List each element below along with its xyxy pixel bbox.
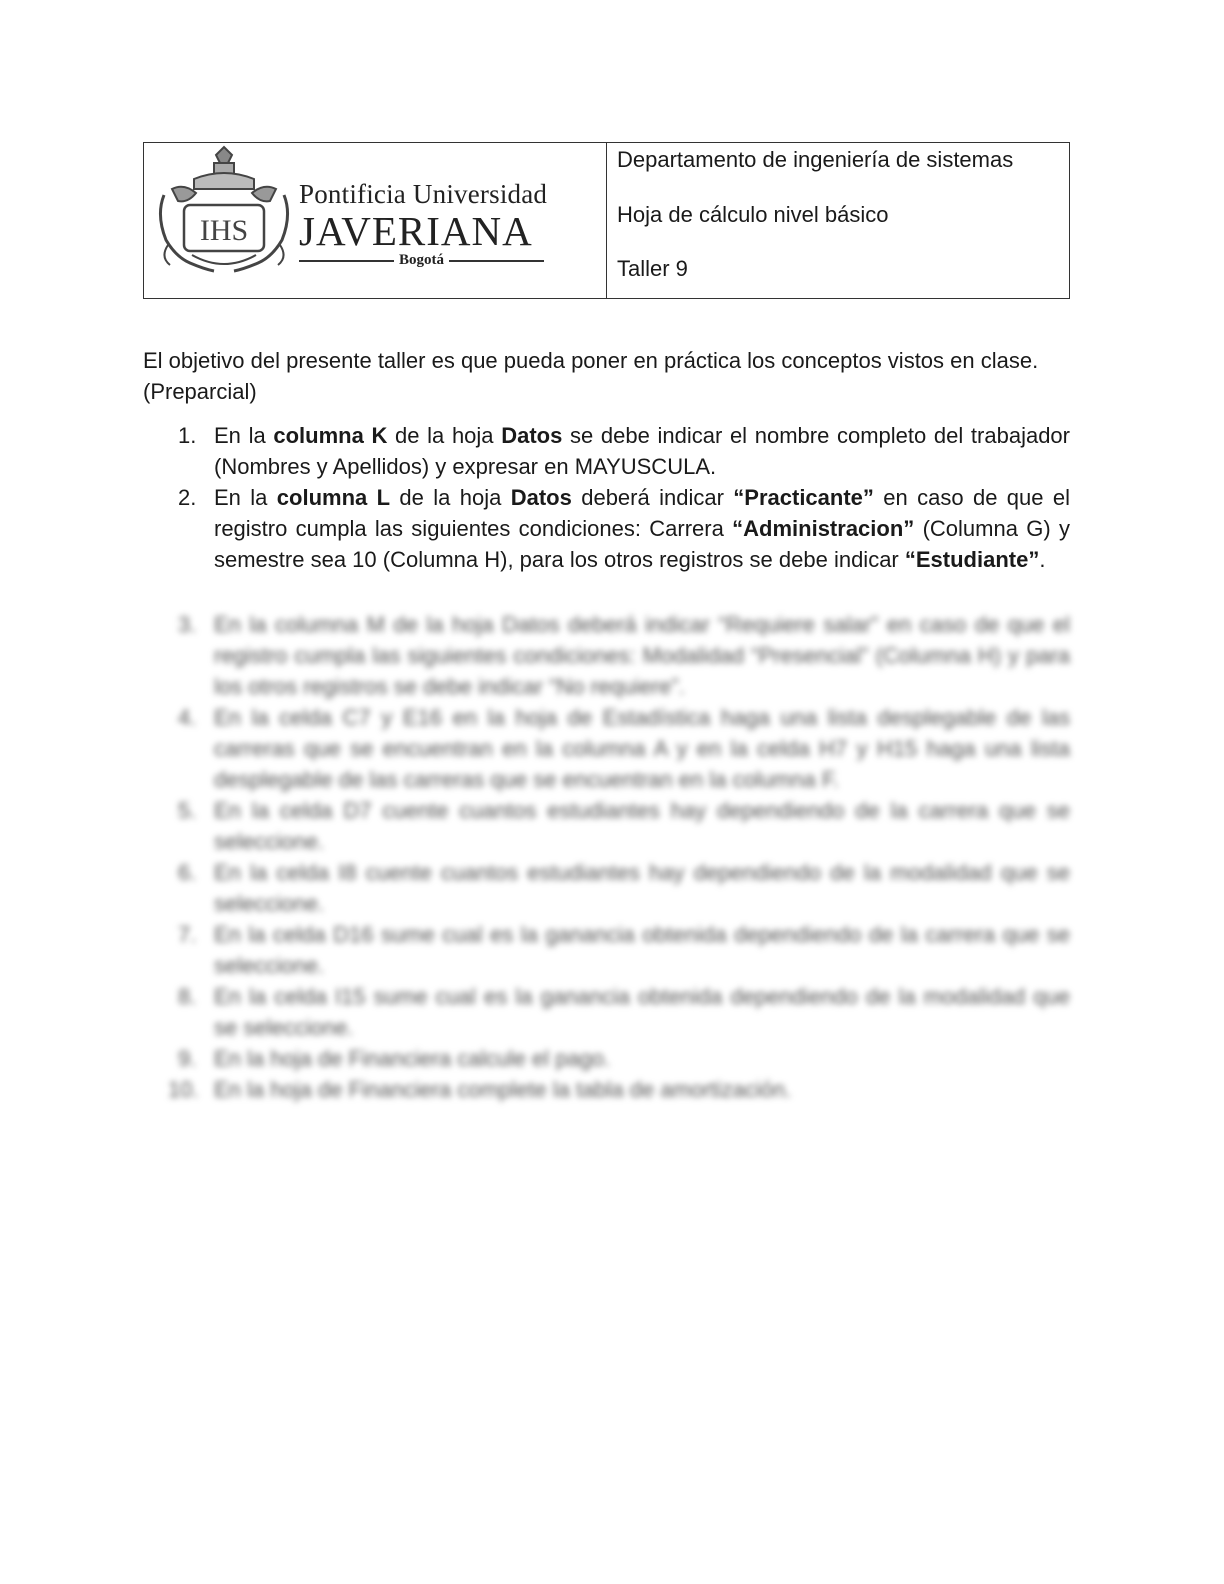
emphasis-text: columna K bbox=[273, 423, 388, 448]
logo-text bbox=[299, 179, 547, 269]
crest-icon bbox=[154, 145, 294, 277]
list-number: 3. bbox=[178, 612, 197, 637]
body-text: de la hoja bbox=[387, 423, 502, 448]
blurred-list-item bbox=[143, 702, 1070, 795]
university-logo bbox=[144, 143, 607, 298]
blurred-list-item bbox=[143, 981, 1070, 1043]
logo-rule-right bbox=[449, 260, 544, 262]
blurred-text: En la celda I8 cuente cuantos estudiantes hay dependiendo de la modalidad que se seleccione. bbox=[214, 860, 1070, 916]
blurred-text: En la columna M de la hoja Datos deberá indicar “Requiere salar” en caso de que el registro cumpla las siguientes condiciones: Modalidad “Presencial” (Columna H) y para los otros registros se debe indicar “No requiere”. bbox=[214, 612, 1070, 699]
logo-rule-left bbox=[299, 260, 394, 262]
body-text: de la hoja bbox=[390, 485, 511, 510]
body-text: deberá indicar bbox=[571, 485, 734, 510]
emphasis-text: Datos bbox=[510, 485, 572, 510]
department-name: Departamento de ingeniería de sistemas bbox=[617, 147, 1014, 172]
body-text: . bbox=[1039, 547, 1046, 572]
body-text: se debe indicar el nombre completo del trabajador (Nombres y Apellidos) y expresar en MAYUSCULA. bbox=[214, 423, 1070, 479]
emphasis-text: Datos bbox=[501, 423, 563, 448]
emphasis-text: columna L bbox=[276, 485, 391, 510]
body-text: (Columna G) y semestre sea 10 (Columna H), para los otros registros se debe indicar bbox=[214, 516, 1070, 572]
blurred-text: En la hoja de Financiera complete la tabla de amortización. bbox=[214, 1077, 792, 1102]
blurred-list-item bbox=[143, 919, 1070, 981]
list-number: 10. bbox=[168, 1077, 199, 1102]
body-text: En la bbox=[214, 485, 277, 510]
emphasis-text: “Administracion” bbox=[732, 516, 915, 541]
blurred-text: En la celda D16 sume cual es la ganancia obtenida dependiendo de la carrera que se seleccione. bbox=[214, 922, 1070, 978]
emphasis-text: “Estudiante” bbox=[904, 547, 1040, 572]
blurred-list-item bbox=[143, 1074, 1070, 1105]
blurred-text: En la celda C7 y E16 en la hoja de Estadística haga una lista desplegable de las carreras que se encuentran en la columna A y en la celda H7 y H15 haga una lista desplegable de las carreras que se encuentran en la columna F. bbox=[214, 705, 1070, 792]
logo-line-3: Bogotá bbox=[399, 252, 444, 268]
list-number: 6. bbox=[178, 860, 197, 885]
logo-line-1: Pontificia Universidad bbox=[299, 179, 548, 209]
header-info bbox=[607, 143, 1069, 298]
body-text: en caso de que el registro cumpla las siguientes condiciones: Carrera bbox=[214, 485, 1070, 541]
blurred-list-item bbox=[143, 609, 1070, 702]
instructions-list bbox=[143, 420, 1070, 575]
list-number: 1. bbox=[178, 423, 197, 448]
blurred-list-item bbox=[143, 857, 1070, 919]
blurred-instructions-list bbox=[143, 609, 1070, 1105]
blurred-text: En la hoja de Financiera calcule el pago. bbox=[214, 1046, 611, 1071]
list-number: 7. bbox=[178, 922, 197, 947]
list-number: 4. bbox=[178, 705, 197, 730]
blurred-text: En la celda D7 cuente cuantos estudiantes hay dependiendo de la carrera que se seleccione. bbox=[214, 798, 1070, 854]
blurred-text: En la celda I15 sume cual es la ganancia obtenida dependiendo de la modalidad que se seleccione. bbox=[214, 984, 1070, 1040]
workshop-title: Taller 9 bbox=[617, 256, 688, 281]
blurred-list-item bbox=[143, 795, 1070, 857]
blurred-list-item bbox=[143, 1043, 1070, 1074]
list-number: 2. bbox=[178, 485, 197, 510]
list-number: 9. bbox=[178, 1046, 197, 1071]
monogram: IHS bbox=[199, 214, 249, 247]
list-item bbox=[143, 420, 1070, 482]
list-number: 5. bbox=[178, 798, 197, 823]
logo-line-2: JAVERIANA bbox=[299, 208, 533, 254]
list-number: 8. bbox=[178, 984, 197, 1009]
intro-paragraph: El objetivo del presente taller es que pueda poner en práctica los conceptos vistos en clase. (Preparcial) bbox=[143, 348, 1039, 404]
header-table bbox=[143, 142, 1070, 299]
list-item bbox=[143, 482, 1070, 575]
body-text: En la bbox=[214, 423, 274, 448]
emphasis-text: “Practicante” bbox=[733, 485, 874, 510]
course-name: Hoja de cálculo nivel básico bbox=[617, 202, 889, 227]
